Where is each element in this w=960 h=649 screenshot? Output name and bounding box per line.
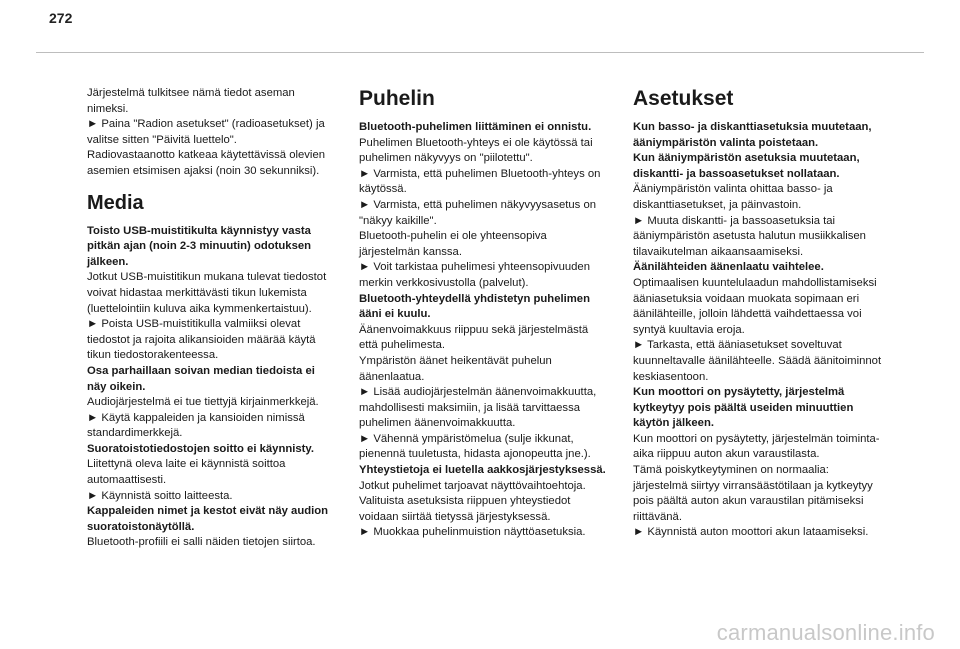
- body-text: Optimaalisen kuuntelulaadun mahdollistamiseksi ääniasetuksia voidaan muokata sopimaan eri äänilähteille, jolloin lähdettä vaihdettaessa voi syntyä kuultavia eroja.: [633, 276, 877, 336]
- section-heading-settings: Asetukset: [633, 87, 734, 110]
- issue-heading: Kun moottori on pysäytetty, järjestelmä kytkeytyy pois päältä useiden minuuttien käytön jälkeen.: [633, 386, 854, 430]
- phone-troubleshooting-list: [359, 120, 609, 541]
- body-text: ► Poista USB-muistitikulla valmiiksi olevat tiedostot ja rajoita alikansioiden määrää käytä tikun tiedostorakenteessa.: [87, 318, 316, 362]
- issue-heading: Kun ääniympäristön asetuksia muutetaan, diskantti- ja bassoasetukset nollataan.: [633, 152, 860, 180]
- body-text: Ympäristön äänet heikentävät puhelun äänenlaatua.: [359, 354, 552, 383]
- issue-heading: Yhteystietoja ei luetella aakkosjärjestyksessä.: [359, 464, 606, 477]
- section-heading-phone: Puhelin: [359, 87, 435, 110]
- body-text: Audiojärjestelmä ei tue tiettyjä kirjainmerkkejä.: [87, 396, 319, 409]
- issue-heading: Äänilähteiden äänenlaatu vaihtelee.: [633, 261, 824, 274]
- watermark: carmanualsonline.info: [716, 620, 935, 645]
- body-text: ► Vähennä ympäristömelua (sulje ikkunat, pienennä tuuletusta, hidasta ajonopeutta jne.).: [359, 432, 591, 461]
- body-text: ► Lisää audiojärjestelmän äänenvoimakkuutta, mahdollisesti maksimiin, ja lisää tarvittaessa puhelimen äänenvoimakkuutta.: [359, 386, 597, 430]
- body-text: ► Käynnistä auton moottori akun lataamiseksi.: [633, 526, 869, 539]
- body-text: ► Käytä kappaleiden ja kansioiden nimissä standardimerkkejä.: [87, 411, 305, 440]
- issue-heading: Toisto USB-muistitikulta käynnistyy vasta pitkän ajan (noin 2-3 minuutin) odotuksen jälkeen.: [87, 224, 312, 268]
- issue-heading: Kun basso- ja diskanttiasetuksia muutetaan, ääniympäristön valinta poistetaan.: [633, 121, 872, 149]
- media-troubleshooting-list: [87, 224, 337, 551]
- section-heading-media: Media: [87, 191, 144, 214]
- body-text: ► Varmista, että puhelimen Bluetooth-yhteys on käytössä.: [359, 167, 601, 196]
- column-radio-media: [87, 86, 337, 551]
- body-text: Jotkut puhelimet tarjoavat näyttövaihtoehtoja. Valituista asetuksista riippuen yhteystiedot voidaan siirtää tietyssä järjestyksessä.: [359, 479, 586, 523]
- body-text: ► Muuta diskantti- ja bassoasetuksia tai ääniympäristön asetusta halutun musiikkalisen tilavaikutelman aikaansaamiseksi.: [633, 214, 866, 258]
- body-text: Liitettynä oleva laite ei käynnistä soittoa automaattisesti.: [87, 458, 286, 487]
- body-text: ► Käynnistä soitto laitteesta.: [87, 489, 233, 502]
- intro-paragraph: Radiovastaanotto katkeaa käytettävissä olevien asemien etsimisen ajaksi (noin 30 sekunniksi).: [87, 149, 326, 177]
- issue-heading: Bluetooth-yhteydellä yhdistetyn puhelimen ääni ei kuulu.: [359, 292, 590, 321]
- column-settings: [633, 86, 883, 541]
- header-divider: [36, 52, 924, 53]
- body-text: Bluetooth-puhelin ei ole yhteensopiva järjestelmän kanssa.: [359, 230, 547, 258]
- intro-paragraph: Järjestelmä tulkitsee nämä tiedot aseman nimeksi.: [87, 87, 295, 115]
- body-text: Äänenvoimakkuus riippuu sekä järjestelmästä että puhelimesta.: [359, 323, 589, 352]
- issue-heading: Osa parhaillaan soivan median tiedoista ei näy oikein.: [87, 364, 315, 393]
- issue-heading: Kappaleiden nimet ja kestot eivät näy audion suoratoistonäytöllä.: [87, 505, 329, 533]
- body-text: ► Varmista, että puhelimen näkyvyysasetus on "näkyy kaikille".: [359, 198, 597, 227]
- body-text: Puhelimen Bluetooth-yhteys ei ole käytössä tai puhelimen näkyvyys on "piilotettu".: [359, 136, 593, 165]
- intro-paragraph: ► Paina "Radion asetukset" (radioasetukset) ja valitse sitten "Päivitä luettelo".: [87, 118, 325, 146]
- issue-heading: Suoratoistotiedostojen soitto ei käynnisty.: [87, 442, 315, 455]
- settings-troubleshooting-list: [633, 120, 883, 541]
- body-text: ► Muokkaa puhelinmuistion näyttöasetuksia.: [359, 526, 586, 539]
- body-text: Ääniympäristön valinta ohittaa basso- ja diskanttiasetukset, ja päinvastoin.: [633, 183, 833, 211]
- body-text: Bluetooth-profiili ei salli näiden tietojen siirtoa.: [87, 536, 316, 549]
- body-text: ► Voit tarkistaa puhelimesi yhteensopivuuden merkin verkkosivustolla (palvelut).: [359, 261, 590, 289]
- body-text: Jotkut USB-muistitikun mukana tulevat tiedostot voivat hidastaa merkittävästi tikun lukemista (luettelointiin kuluva aika kymmenkertaistuu).: [87, 271, 327, 315]
- page-number: 272: [49, 10, 73, 26]
- column-phone: [359, 86, 609, 541]
- body-text: Kun moottori on pysäytetty, järjestelmän toiminta-aika riippuu auton akun varaustilasta.: [633, 432, 880, 461]
- issue-heading: Bluetooth-puhelimen liittäminen ei onnistu.: [359, 121, 592, 133]
- body-text: ► Tarkasta, että ääniasetukset soveltuvat kuunneltavalle äänilähteelle. Säädä äänitoiminnot keskiasentoon.: [633, 339, 882, 383]
- radio-intro: [87, 86, 337, 180]
- body-text: Tämä poiskytkeytyminen on normaalia: järjestelmä siirtyy virransäästötilaan ja kytkeytyy pois päältä auton akun varaustilan pitämiseksi riittävänä.: [633, 464, 873, 523]
